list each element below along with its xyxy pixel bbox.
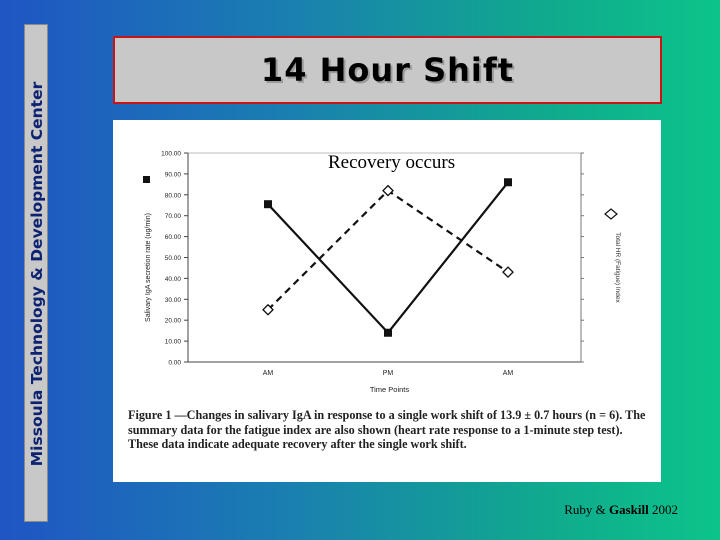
y-tick-label: 60.00 [164, 234, 181, 242]
y-tick-label: 20.00 [164, 317, 181, 325]
right-legend-diamond-icon [605, 209, 617, 219]
x-tick-label: PM [382, 370, 394, 377]
y-tick-label: 90.00 [164, 171, 181, 179]
y-tick-label: 10.00 [164, 338, 181, 346]
y-tick-label: 30.00 [164, 296, 181, 304]
figure-caption: Figure 1 —Changes in salivary IgA in response to a single work shift of 13.9 ± 0.7 hours (n = 6). The summary data for the fatigue index are also shown (heart rate response to a 1-minute step test). These data indicate adequate recovery after the single work shift. [128, 408, 646, 451]
x-tick-label: AM [502, 370, 514, 377]
right-axis-label: Total HR (Fatigue) Index [614, 232, 621, 303]
citation-bold-name: Gaskill [609, 502, 649, 517]
left-legend-square-icon [143, 176, 150, 183]
slide-title: 14 Hour Shift [260, 51, 515, 89]
series-1-point [504, 178, 512, 186]
y-tick-label: 100.00 [161, 150, 181, 158]
x-axis-label: Time Points [369, 385, 410, 394]
series-1-line [268, 182, 508, 332]
title-box [113, 36, 662, 104]
series-2-point [503, 267, 513, 277]
citation-year: 2002 [648, 502, 678, 517]
y-tick-label: 50.00 [164, 255, 181, 262]
y-axis-label: Salivary IgA secretion rate (ug/min) [145, 213, 152, 322]
recovery-annotation: Recovery occurs [328, 152, 456, 173]
sidebar-banner [24, 24, 48, 522]
figure-panel [113, 120, 661, 482]
citation-authors: Ruby & [564, 502, 609, 517]
y-tick-label: 40.00 [164, 275, 181, 283]
series-1-point [264, 200, 272, 208]
organization-name: Missoula Technology & Development Center [28, 81, 46, 467]
y-tick-label: 70.00 [164, 213, 181, 221]
x-tick-label: AM [262, 370, 274, 377]
y-tick-label: 80.00 [164, 192, 181, 200]
y-tick-label: 0.00 [168, 359, 181, 367]
citation [564, 502, 678, 518]
series-1-point [384, 329, 392, 337]
series-2-line [268, 191, 508, 310]
